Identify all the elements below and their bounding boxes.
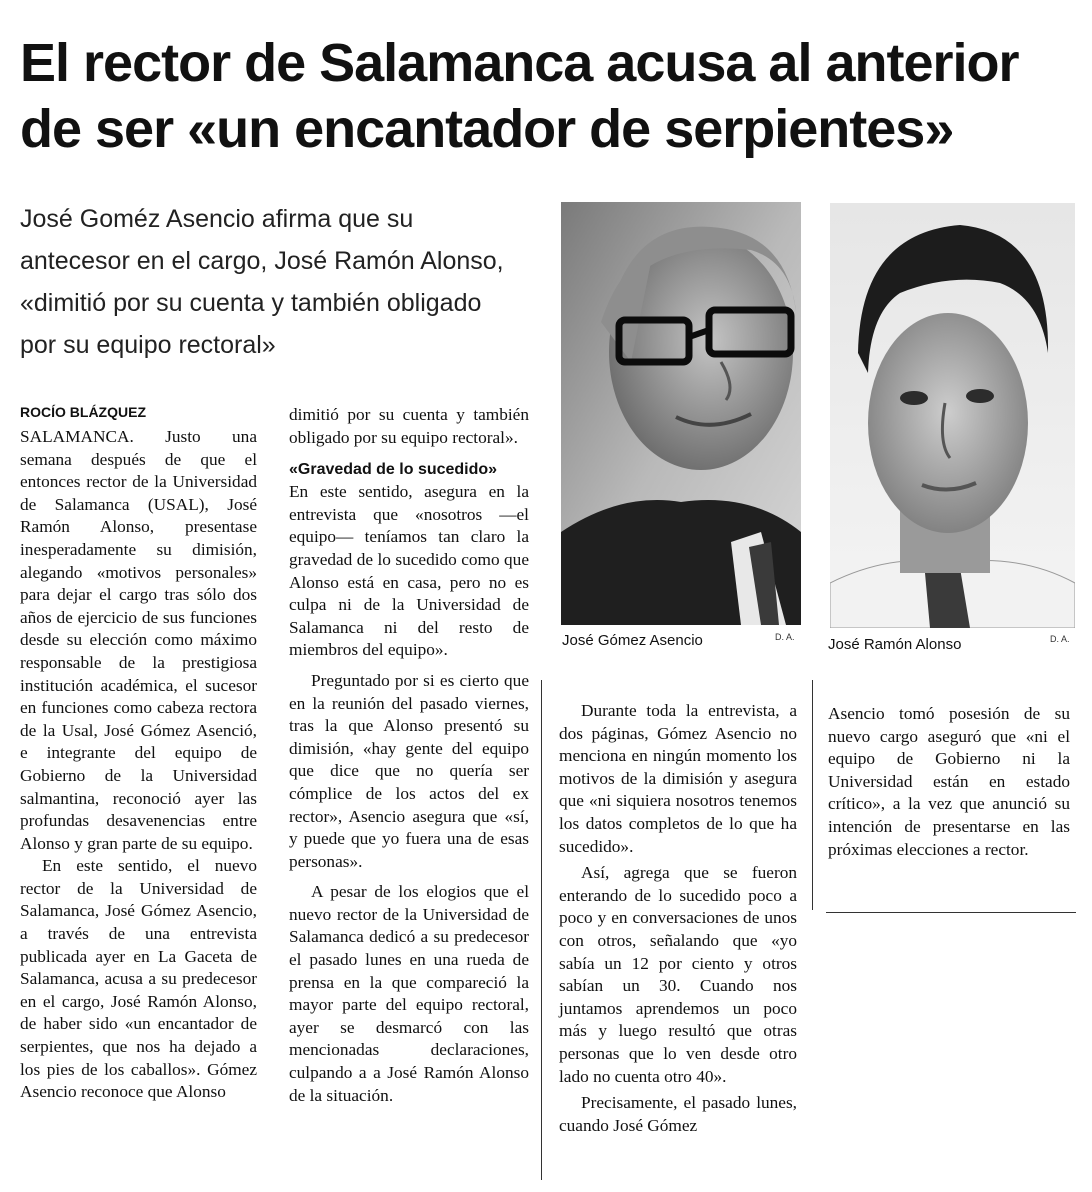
column-3-paragraph-3: Precisamente, el pasado lunes, cuando José Gómez [559, 1093, 797, 1135]
column-3-paragraph-1: Durante toda la entrevista, a dos páginas, Gómez Asencio no menciona en ningún momento los motivos de la dimisión y asegura que «ni siquiera nosotros tenemos los datos completos de lo que ha sucedido». [559, 701, 797, 856]
section-title: «Gravedad de lo sucedido» [289, 461, 498, 479]
column-2-paragraph-4: A pesar de los elogios que el nuevo rector de la Universidad de Salamanca dedicó a su predecesor el pasado lunes en una rueda de prensa en la que compareció la mayor parte del equipo rectoral, ayer se desmarcó con las mencionadas declaraciones, culpando a a José Ramón Alonso de la situación. [289, 882, 529, 1105]
article-column-1 [20, 426, 257, 1104]
column-end-rule [826, 912, 1076, 913]
article-column-2 [289, 404, 529, 1107]
column-2-paragraph-2: En este sentido, asegura en la entrevista que «nosotros —el equipo— teníamos tan claro la gravedad de lo sucedido como que Alonso está en casa, pero no es culpa ni de la Universidad de Salamanca ni del resto de miembros del equipo». [289, 482, 529, 660]
column-divider [812, 680, 813, 910]
subheadline-line-4: por su equipo rectoral» [20, 331, 276, 359]
article-column-4 [828, 703, 1070, 861]
portrait-gomez-asencio [561, 202, 801, 625]
column-2-paragraph-3: Preguntado por si es cierto que en la reunión del pasado viernes, tras la que Alonso presentó su dimisión, «hay gente del equipo que dice que no quería ser cómplice de los actos del ex rector», Asencio asegura que «sí, y puede que yo fuera una de esas personas». [289, 670, 529, 871]
photo-1-caption: José Gómez Asencio [562, 632, 703, 649]
column-2-paragraph-1: dimitió por su cuenta y también obligado por su equipo rectoral». [289, 405, 529, 447]
column-1-paragraph-1: SALAMANCA. Justo una semana después de que el entonces rector de la Universidad de Salamanca (USAL), José Ramón Alonso, presentase inesperadamente su dimisión, alegando «motivos personales» para dejar el cargo tras sólo dos años de ejercicio de sus funciones desde su elección como máximo responsable de la prestigiosa institución académica, el sucesor en funciones como cabeza rectora de la Usal, José Gómez Asenció, e integrante del equipo de Gobierno de la Universidad salmantina, reconoció ayer las profundas desavenencias entre Alonso y gran parte de su equipo. [20, 427, 257, 853]
byline: ROCÍO BLÁZQUEZ [20, 404, 146, 420]
subheadline [20, 198, 540, 366]
subheadline-line-3: «dimitió por su cuenta y también obligado [20, 289, 482, 317]
photo-1-credit: D. A. [775, 632, 795, 642]
column-3-paragraph-2: Así, agrega que se fueron enterando de lo sucedido poco a poco y en conversaciones de unos con otros, señalando que «yo sabía un 12 por ciento y otros sabían un 30. Cuando nos juntamos aprendemos un poco más y luego resultó que otras personas que lo ven desde otro lado no cuenta otro 40». [559, 863, 797, 1086]
headline [20, 30, 1080, 162]
photo-2-caption: José Ramón Alonso [828, 636, 962, 653]
photo-2-credit: D. A. [1050, 634, 1070, 644]
column-1-paragraph-2: En este sentido, el nuevo rector de la Universidad de Salamanca, José Gómez Asencio, a través de una entrevista publicada ayer en La Gaceta de Salamanca, acusa a su predecesor en el cargo, José Ramón Alonso, de haber sido «un encantador de serpientes, que nos ha dejado a los pies de los caballos». Gómez Asencio reconoce que Alonso [20, 856, 257, 1102]
headline-line-2: de ser «un encantador de serpientes» [20, 99, 954, 159]
article-column-3 [559, 700, 797, 1137]
portrait-ramon-alonso [830, 203, 1075, 628]
headline-line-1: El rector de Salamanca acusa al anterior [20, 33, 1019, 93]
subheadline-line-1: José Goméz Asencio afirma que su [20, 205, 414, 233]
column-divider [541, 680, 542, 1180]
column-4-paragraph-1: Asencio tomó posesión de su nuevo cargo aseguró que «ni el equipo de Gobierno ni la Universidad están en estado crítico», a la vez que anunció su intención de presentarse en las próximas elecciones a rector. [828, 704, 1070, 859]
subheadline-line-2: antecesor en el cargo, José Ramón Alonso, [20, 247, 504, 275]
photo-jose-ramon-alonso [830, 203, 1075, 628]
photo-jose-gomez-asencio [561, 202, 801, 625]
